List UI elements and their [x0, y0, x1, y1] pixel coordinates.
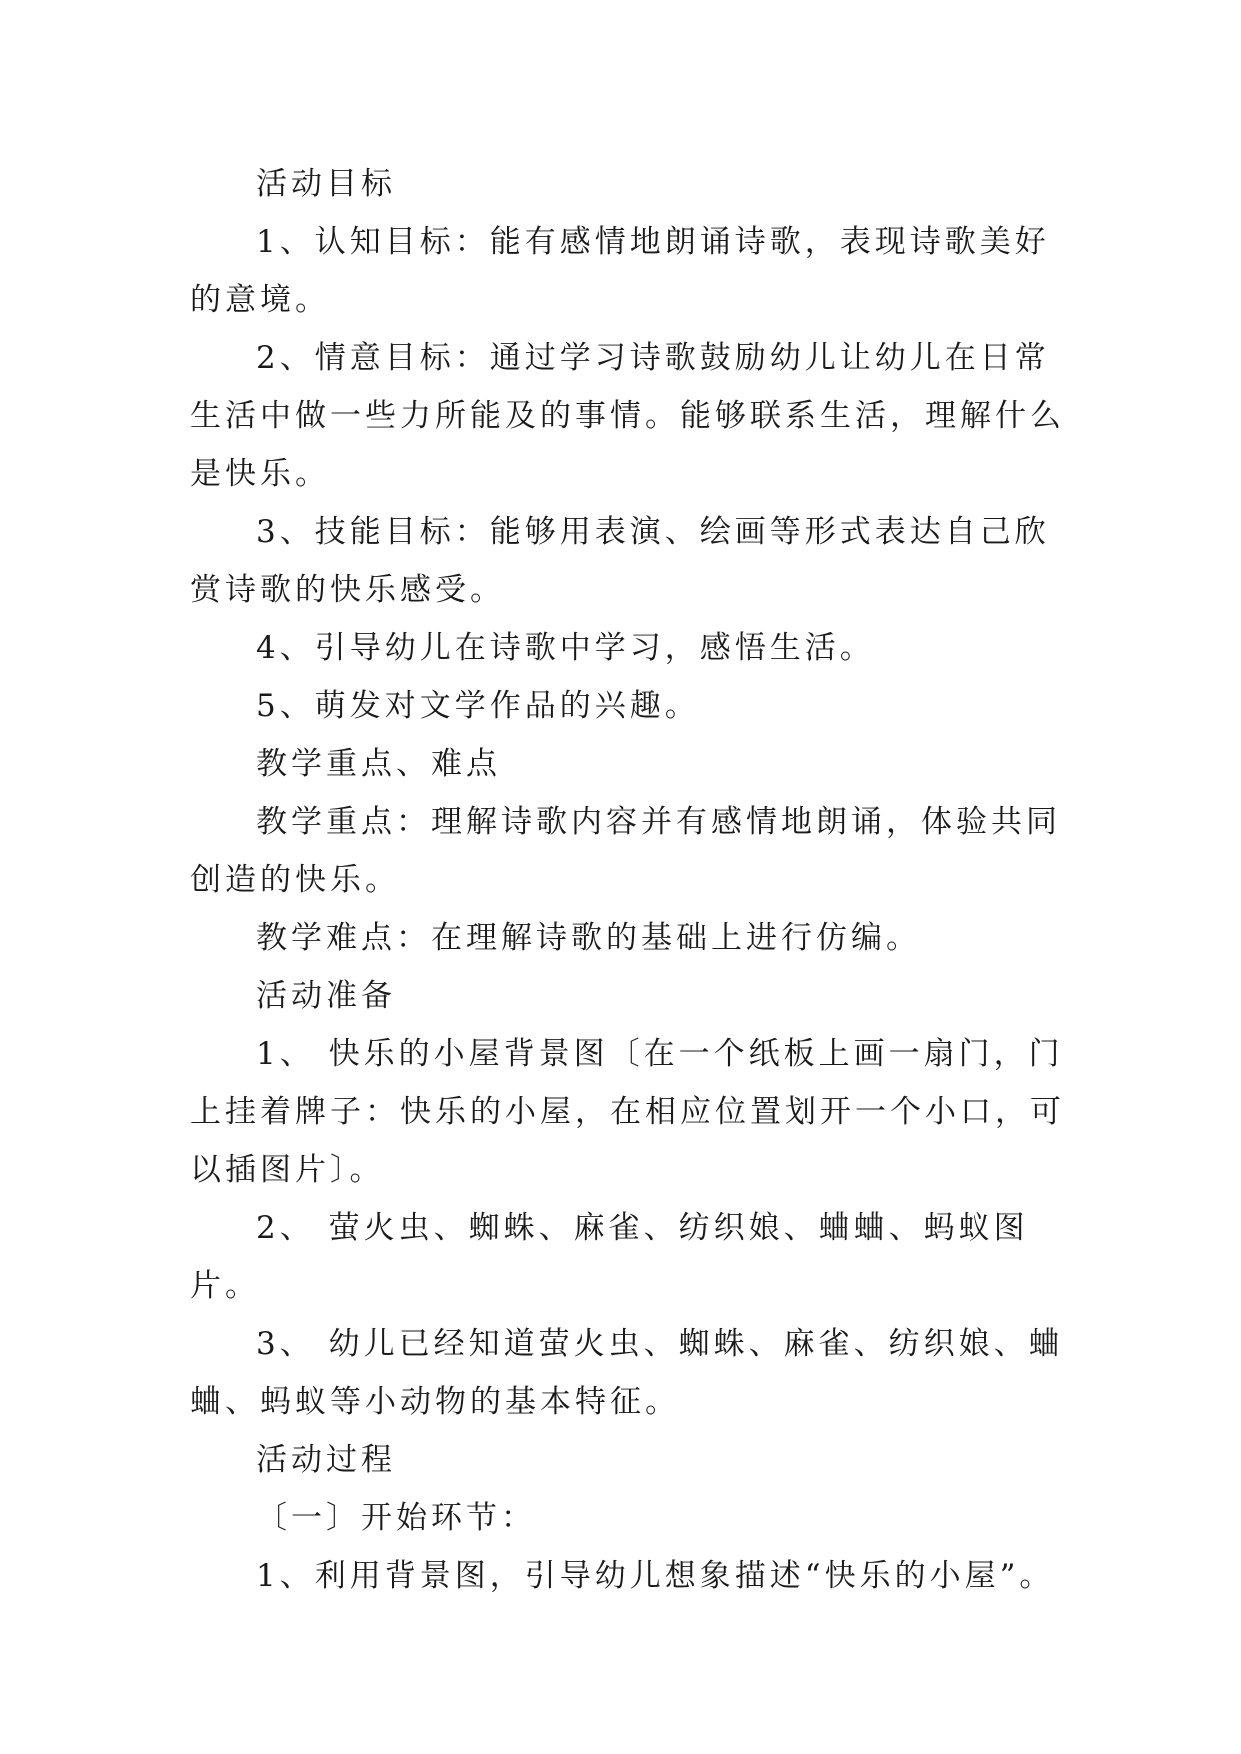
paragraph-prep-1: 1、 快乐的小屋背景图〔在一个纸板上画一扇门，门上挂着牌子：快乐的小屋，在相应位置划开一个小口，可以插图片〕。	[190, 1036, 1065, 1188]
document-body	[190, 155, 1065, 1605]
heading-activity-goals: 活动目标	[256, 166, 396, 202]
paragraph-skill-goal: 3、技能目标：能够用表演、绘画等形式表达自己欣赏诗歌的快乐感受。	[190, 514, 1050, 608]
paragraph-prep-3: 3、 幼儿已经知道萤火虫、蜘蛛、麻雀、纺织娘、蛐蛐、蚂蚁等小动物的基本特征。	[190, 1326, 1064, 1420]
paragraph-cognitive-goal: 1、认知目标：能有感情地朗诵诗歌，表现诗歌美好的意境。	[190, 224, 1050, 318]
heading-preparation: 活动准备	[256, 978, 396, 1014]
paragraph-goal-5: 5、萌发对文学作品的兴趣。	[256, 688, 700, 724]
heading-opening-section: 〔一〕开始环节：	[256, 1500, 536, 1536]
heading-key-points: 教学重点、难点	[256, 746, 501, 782]
paragraph-goal-4: 4、引导幼儿在诗歌中学习，感悟生活。	[256, 630, 875, 666]
paragraph-process-1: 1、利用背景图，引导幼儿想象描述“快乐的小屋”。	[256, 1558, 1055, 1594]
paragraph-emotional-goal: 2、情意目标：通过学习诗歌鼓励幼儿让幼儿在日常生活中做一些力所能及的事情。能够联系生活，理解什么是快乐。	[190, 340, 1065, 492]
heading-process: 活动过程	[256, 1442, 396, 1478]
paragraph-key-point: 教学重点：理解诗歌内容并有感情地朗诵，体验共同创造的快乐。	[190, 804, 1061, 898]
paragraph-difficulty: 教学难点：在理解诗歌的基础上进行仿编。	[256, 920, 921, 956]
paragraph-prep-2: 2、 萤火虫、蜘蛛、麻雀、纺织娘、蛐蛐、蚂蚁图片。	[190, 1210, 1029, 1304]
